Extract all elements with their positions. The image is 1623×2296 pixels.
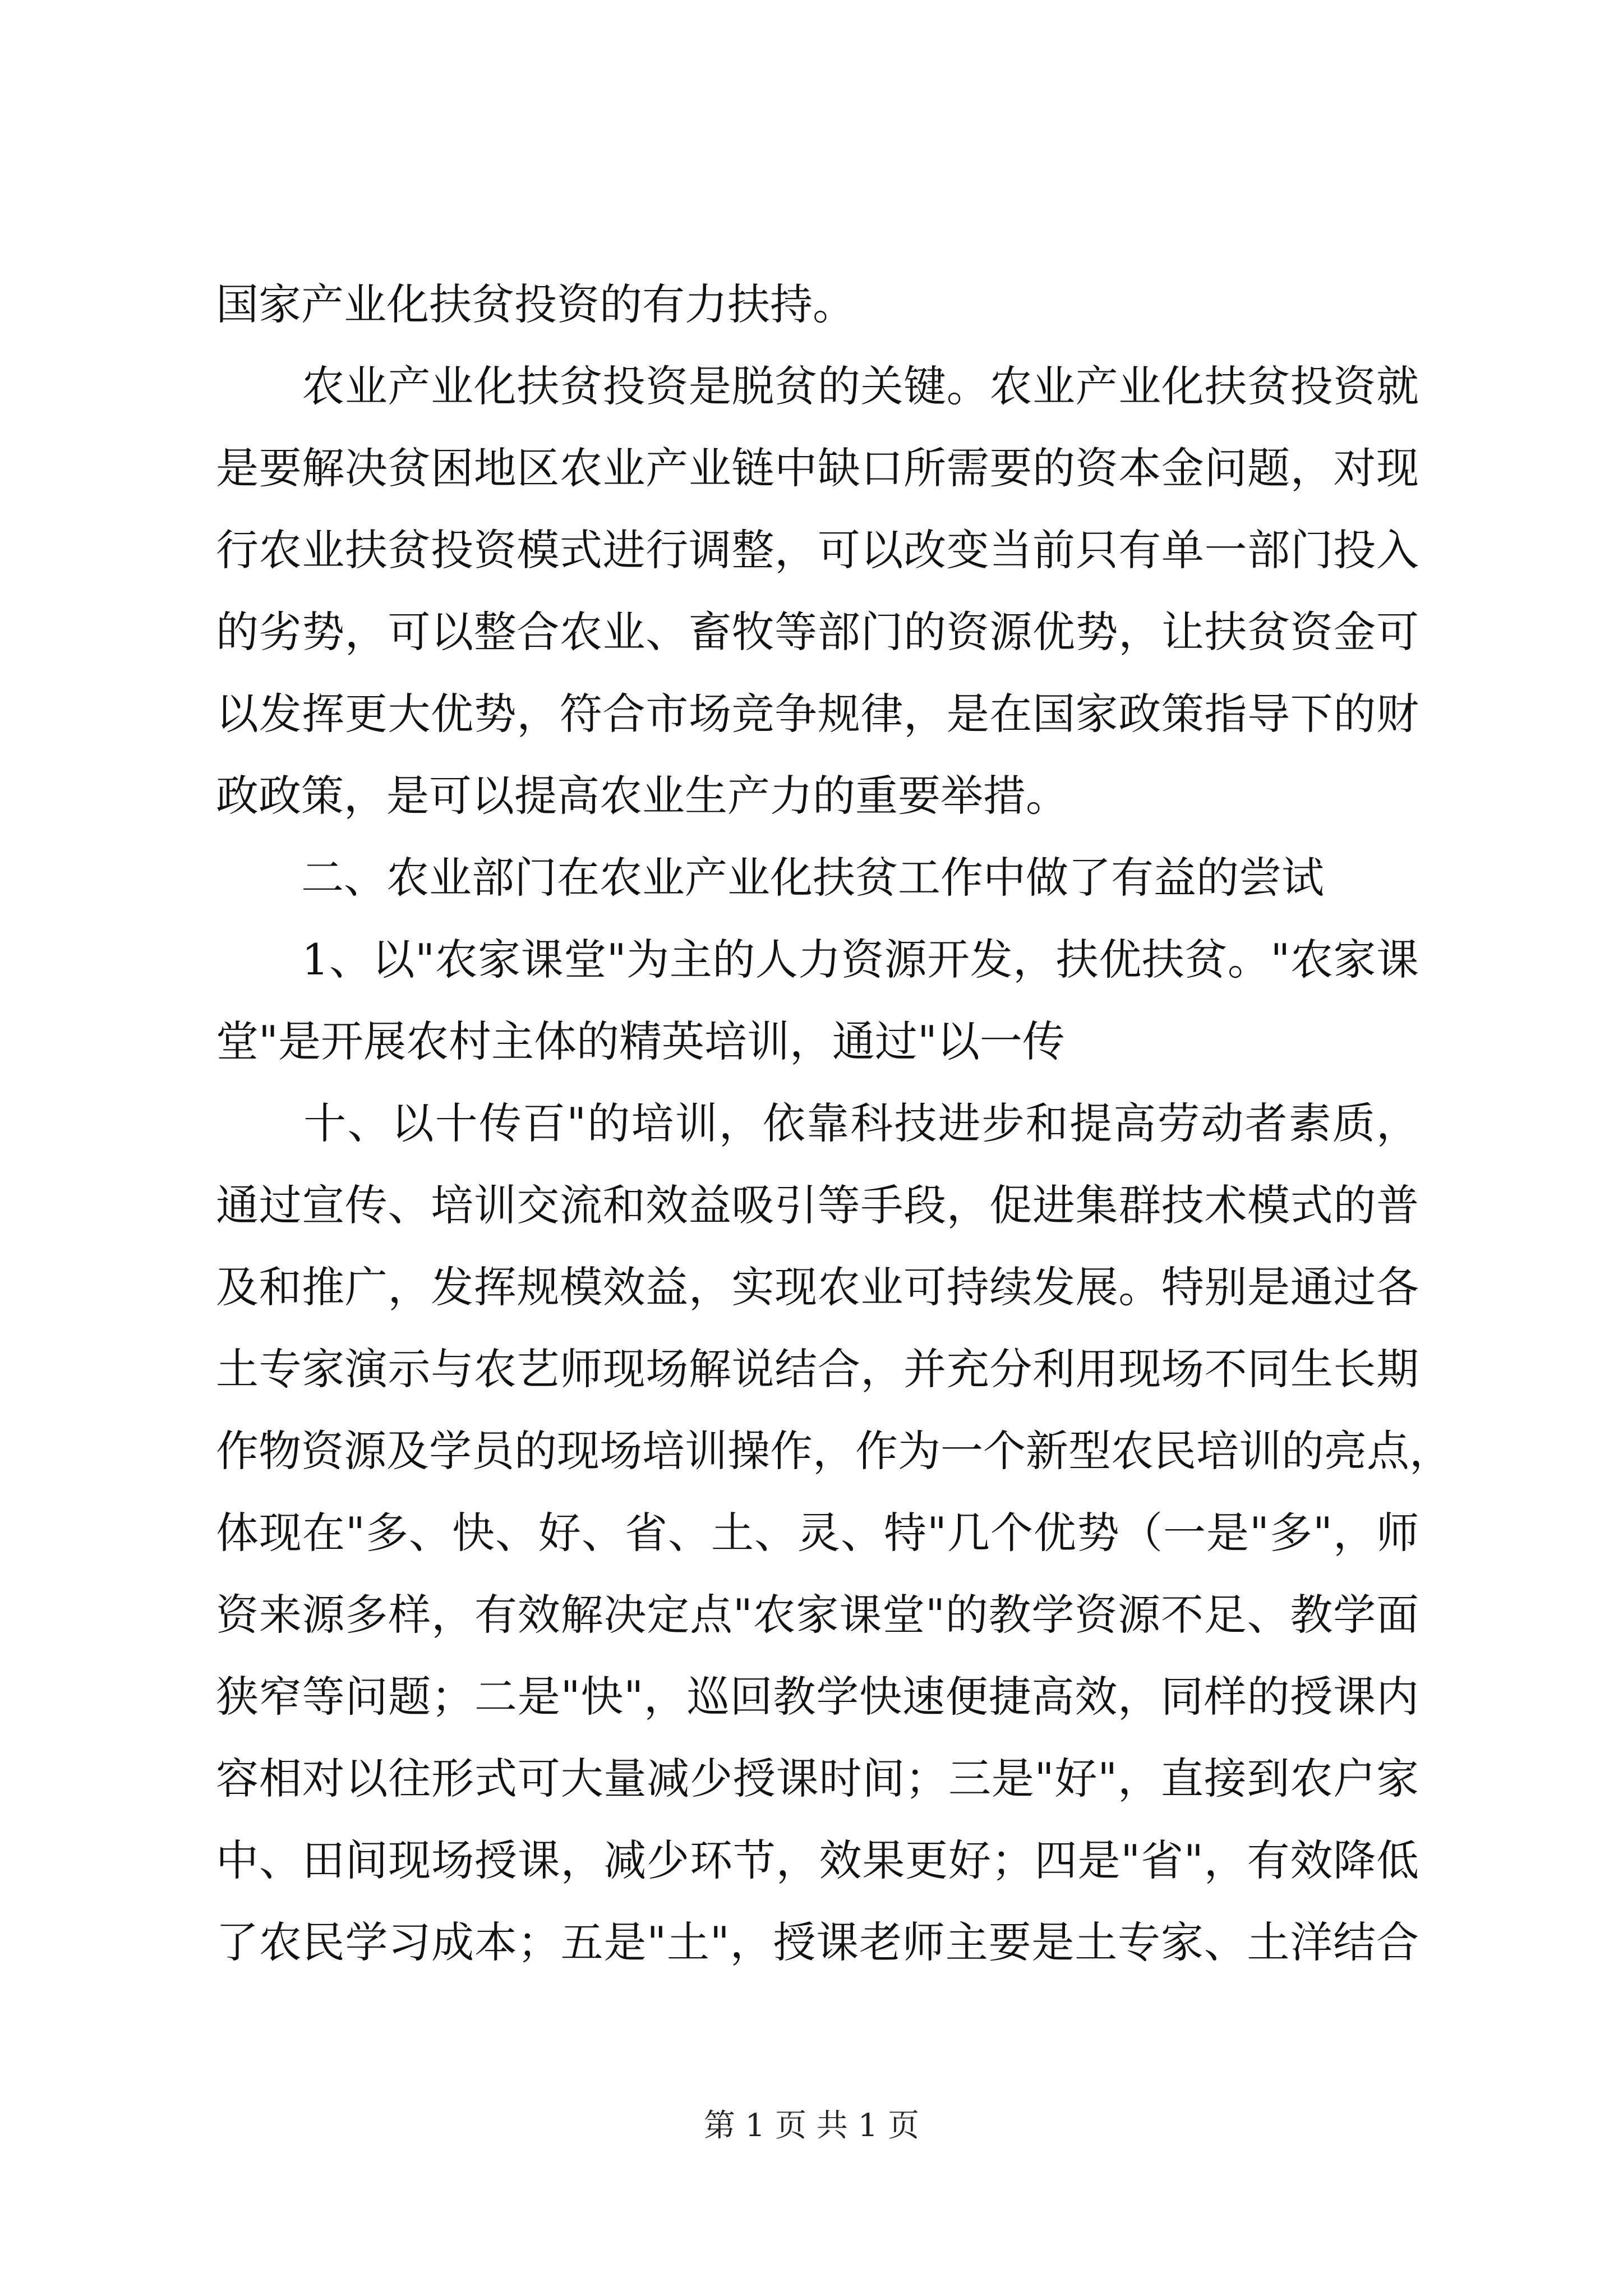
text-line: 行农业扶贫投资模式进行调整，可以改变当前只有单一部门投入 xyxy=(216,525,1419,575)
text-line: 了农民学习成本；五是"土"，授课老师主要是土专家、土洋结合 xyxy=(216,1917,1419,1967)
text-line: 堂"是开展农村主体的精英培训，通过"以一传 xyxy=(216,1016,1065,1066)
text-line: 容相对以往形式可大量减少授课时间；三是"好"，直接到农户家 xyxy=(216,1754,1419,1803)
text-line: 作物资源及学员的现场培训操作，作为一个新型农民培训的亮点， xyxy=(216,1426,1452,1476)
text-line: 通过宣传、培训交流和效益吸引等手段，促进集群技术模式的普 xyxy=(216,1180,1419,1230)
document-body xyxy=(216,264,1452,1984)
text-line: 及和推广，发挥规模效益，实现农业可持续发展。特别是通过各 xyxy=(216,1262,1419,1312)
page-footer: 第 1 页 共 1 页 xyxy=(703,2108,920,2144)
text-line: 资来源多样，有效解决定点"农家课堂"的教学资源不足、教学面 xyxy=(216,1590,1419,1640)
text-line: 以发挥更大优势，符合市场竞争规律，是在国家政策指导下的财 xyxy=(216,689,1419,739)
text-line: 十、以十传百"的培训，依靠科技进步和提高劳动者素质， xyxy=(216,1098,1419,1148)
text-line: 农业产业化扶贫投资是脱贫的关键。农业产业化扶贫投资就 xyxy=(216,361,1419,411)
text-line: 政政策，是可以提高农业生产力的重要举措。 xyxy=(216,771,1068,821)
text-line: 二、农业部门在农业产业化扶贫工作中做了有益的尝试 xyxy=(216,853,1324,903)
text-line: 狭窄等问题；二是"快"，巡回教学快速便捷高效，同样的授课内 xyxy=(216,1672,1419,1722)
text-line: 中、田间现场授课，减少环节，效果更好；四是"省"，有效降低 xyxy=(216,1835,1419,1885)
text-line: 的劣势，可以整合农业、畜牧等部门的资源优势，让扶贫资金可 xyxy=(216,607,1419,657)
text-line: 国家产业化扶贫投资的有力扶持。 xyxy=(216,279,855,329)
text-line: 土专家演示与农艺师现场解说结合，并充分利用现场不同生长期 xyxy=(216,1344,1419,1394)
text-line: 1、以"农家课堂"为主的人力资源开发，扶优扶贫。"农家课 xyxy=(216,935,1419,984)
text-line: 体现在"多、快、好、省、土、灵、特"几个优势（一是"多"，师 xyxy=(216,1508,1419,1558)
text-line: 是要解决贫困地区农业产业链中缺口所需要的资本金问题，对现 xyxy=(216,443,1419,493)
